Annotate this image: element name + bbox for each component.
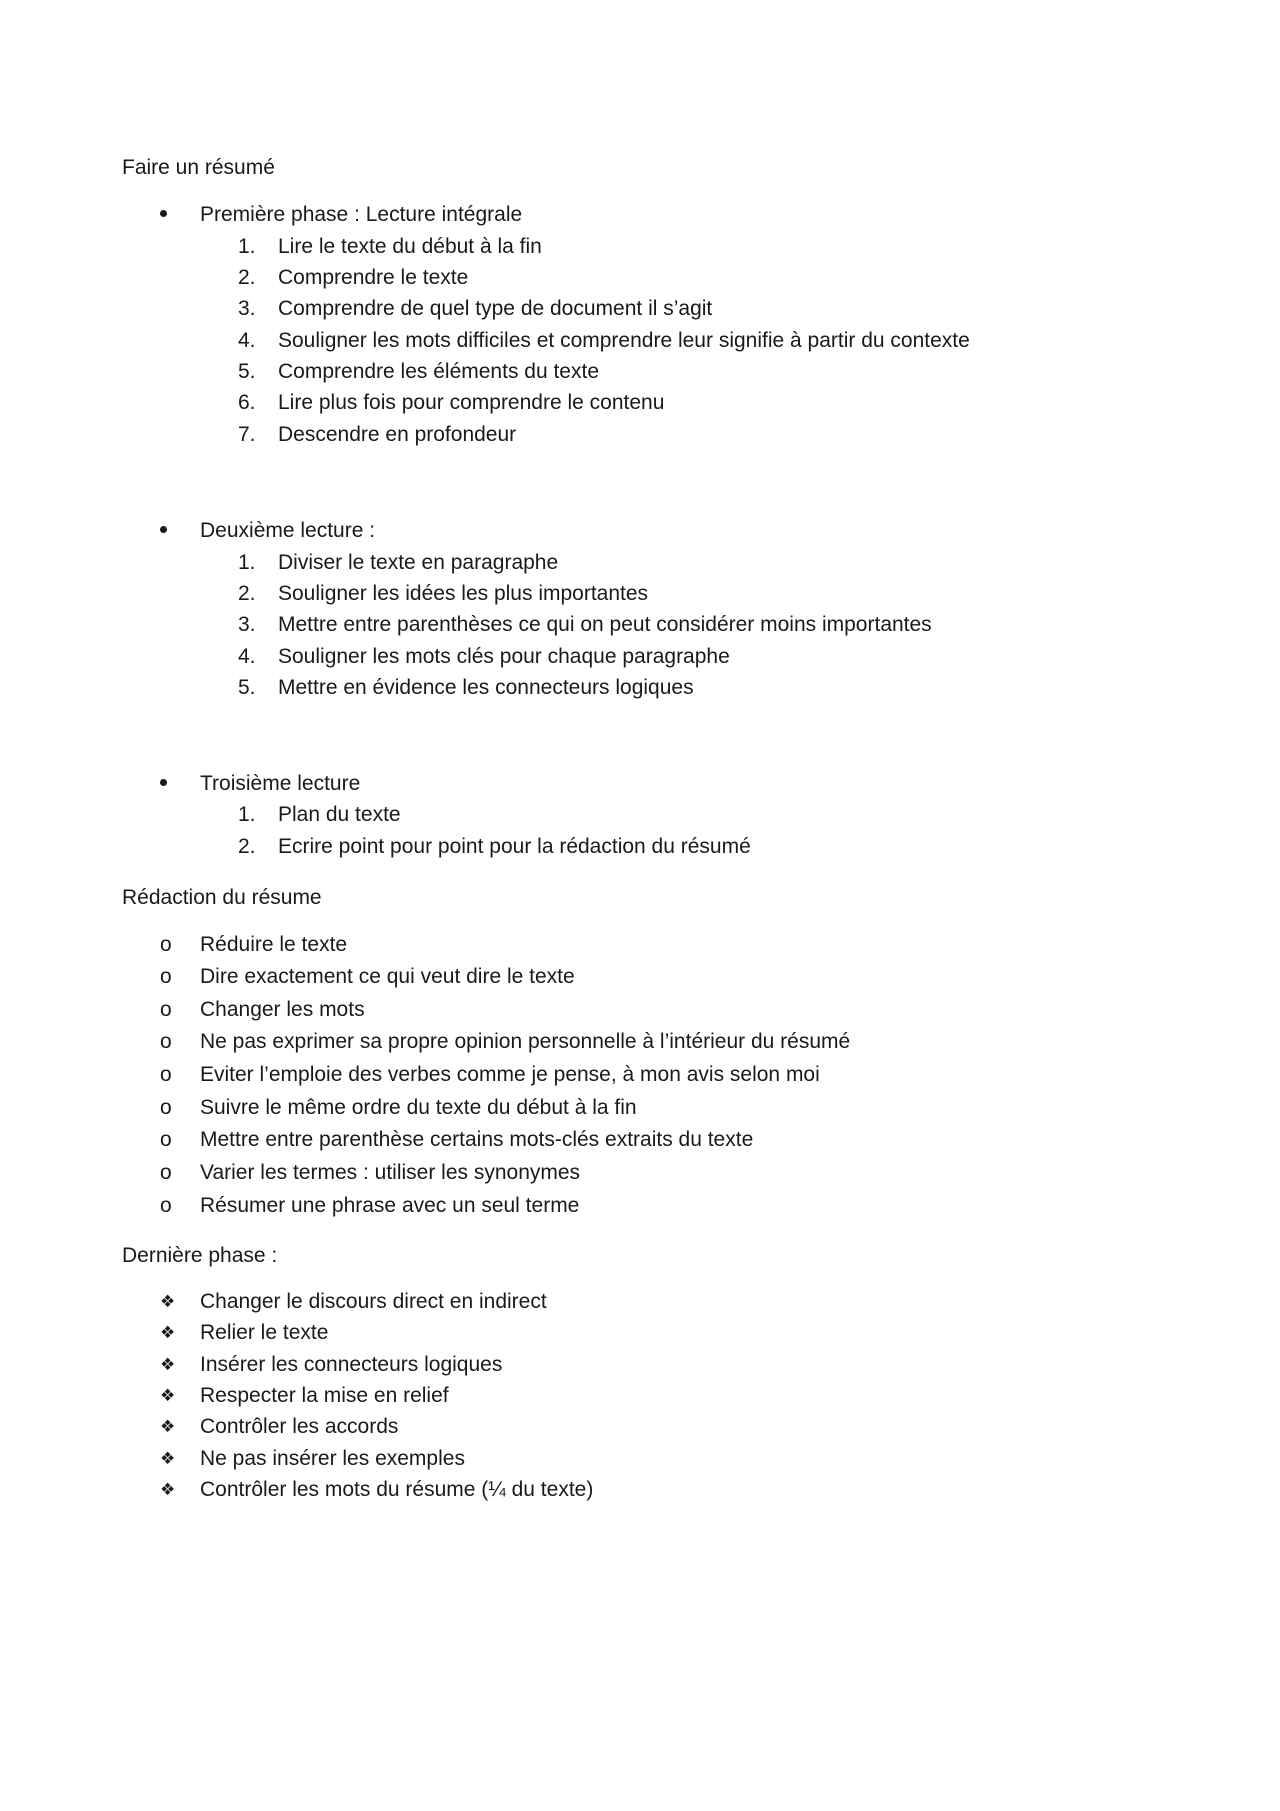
diamond-bullet-icon: ❖ [160, 1323, 176, 1342]
diamond-bullet-icon: ❖ [160, 1355, 176, 1374]
bullet-disc-icon [160, 769, 180, 799]
circle-bullet-icon: o [160, 1128, 172, 1151]
document-page: Faire un résumé Première phase : Lecture intégrale 1. Lire le texte du début à la fin 2. Comprendre le texte 3. Comprendre de quel type de document il s’agit 4. Souligner les mots difficiles et comprendre leur signifie à partir du contexte 5. Comprendre les éléments du texte 6. Lire plus fois pour comprendre le contenu 7. Descendre en profondeur Deuxième lecture : 1. Diviser le texte en paragraphe 2. Souligner les idées les plus importantes 3. Mettre entre parenthèses ce qui on peut considérer moins importantes 4. Souligner les mots clés pour chaque paragraphe 5. Mettre en évidence les connecteurs logiques Troisième lecture 1. Plan du texte 2. Ecrire point pour point pour la rédaction du résumé Rédaction du résume o Réduire le texte o Dire exactement ce qui veut dire le texte o Changer les mots o Ne pas exprimer sa propre opinion personnelle à l’intérieur du résumé o Eviter l’emploie des verbes comme je pense, à mon avis selon moi o Suivre le même ordre du texte du début à la fin o Mettre entre parenthèse certains mots-clés extraits du texte o Varier les termes : utiliser les synonymes o Résumer une phrase avec un seul terme Dernière phase : ❖ Changer le discours direct en indirect ❖ Relier le texte ❖ Insérer les connecteurs logiques ❖ Respecter la mise en relief ❖ Contrôler les accords ❖ Ne pas insérer les exemples ❖ Contrôler les mots du résume (¼ du texte) [0, 0, 1280, 1811]
diamond-bullet-icon: ❖ [160, 1449, 176, 1468]
phase-label: Troisième lecture [200, 772, 361, 795]
circle-bullet-icon: o [160, 1096, 172, 1119]
circle-bullet-icon: o [160, 1030, 172, 1053]
bullet-disc-icon [160, 516, 180, 546]
diamond-bullet-icon: ❖ [160, 1480, 176, 1499]
circle-bullet-icon: o [160, 933, 172, 956]
phase-label: Deuxième lecture : [200, 519, 376, 542]
circle-bullet-icon: o [160, 1194, 172, 1217]
section-title-derniere-phase: Dernière phase : [122, 1244, 278, 1267]
section-title-redaction: Rédaction du résume [122, 886, 322, 909]
phase-label: Première phase : Lecture intégrale [200, 203, 523, 226]
circle-bullet-icon: o [160, 998, 172, 1021]
section-title-faire-un-resume: Faire un résumé [122, 156, 275, 179]
diamond-bullet-icon: ❖ [160, 1386, 176, 1405]
bullet-disc-icon [160, 200, 180, 230]
circle-bullet-icon: o [160, 1063, 172, 1086]
diamond-bullet-icon: ❖ [160, 1417, 176, 1436]
circle-bullet-icon: o [160, 1161, 172, 1184]
circle-bullet-icon: o [160, 965, 172, 988]
diamond-bullet-icon: ❖ [160, 1292, 176, 1311]
